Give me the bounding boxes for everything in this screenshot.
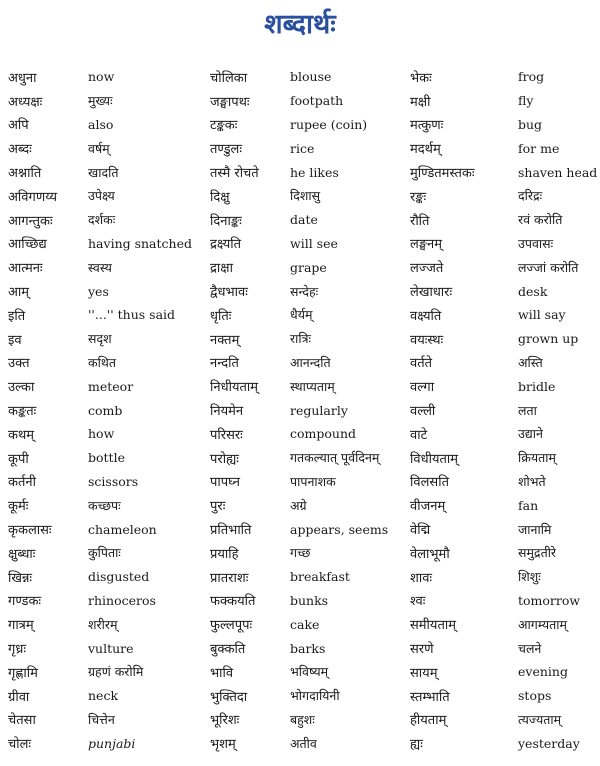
word-meaning: ग्रहणं करोमि (88, 664, 144, 680)
glossary-entry (8, 208, 192, 232)
sanskrit-word: शावः (410, 570, 433, 586)
sanskrit-word: तण्डुलः (210, 142, 242, 158)
glossary-entry (210, 470, 388, 494)
glossary-entry (210, 65, 388, 89)
sanskrit-word: मक्षी (410, 94, 431, 110)
word-meaning: regularly (290, 402, 348, 418)
word-meaning: दरिद्रः (518, 188, 543, 204)
word-meaning: समुद्रतीरे (518, 545, 557, 561)
word-meaning: अस्ति (518, 354, 543, 370)
sanskrit-word: अपि (8, 118, 29, 134)
glossary-entry (210, 612, 388, 636)
glossary-entry (410, 565, 597, 589)
word-meaning: he likes (290, 164, 339, 180)
word-meaning: breakfast (290, 569, 350, 585)
sanskrit-word: फक्कयति (210, 594, 256, 610)
sanskrit-word: कूपी (8, 451, 29, 467)
glossary-entry (410, 374, 597, 398)
word-meaning: दर्शकः (88, 212, 116, 228)
word-meaning: for me (518, 140, 560, 156)
sanskrit-word: इव (8, 332, 22, 348)
glossary-entry (8, 684, 192, 708)
glossary-entry (210, 708, 388, 732)
glossary-entry (210, 731, 388, 755)
sanskrit-word: अब्दः (8, 142, 32, 158)
glossary-entry (210, 446, 388, 470)
sanskrit-word: भृशम् (210, 737, 236, 753)
word-meaning: bug (518, 116, 543, 132)
sanskrit-word: उक्त (8, 356, 30, 372)
word-meaning: meteor (88, 378, 134, 394)
sanskrit-word: टङ्ककः (210, 118, 238, 134)
word-meaning: जानामि (518, 521, 552, 537)
glossary-entry (410, 612, 597, 636)
word-meaning: धैर्यम् (290, 307, 313, 323)
sanskrit-word: हीयताम् (410, 713, 447, 729)
sanskrit-word: वक्ष्यति (410, 308, 442, 324)
word-meaning: कुपिताः (88, 545, 121, 561)
glossary-entry (8, 493, 192, 517)
word-meaning: having snatched (88, 235, 192, 251)
glossary-entry (8, 422, 192, 446)
word-meaning: tomorrow (518, 592, 581, 608)
sanskrit-word: कङ्कतः (8, 404, 37, 420)
glossary-entry (8, 565, 192, 589)
glossary-entry (410, 160, 597, 184)
word-meaning: भोगदायिनी (290, 688, 340, 704)
word-meaning: शिशुः (518, 569, 541, 585)
word-meaning: bottle (88, 450, 125, 466)
glossary-entry (210, 517, 388, 541)
glossary-entry (210, 303, 388, 327)
sanskrit-word: भेकः (410, 70, 432, 86)
word-meaning: vulture (88, 640, 134, 656)
glossary-entry (410, 422, 597, 446)
glossary-entry (410, 136, 597, 160)
word-meaning: बहुशः (290, 711, 315, 727)
glossary-entry (410, 279, 597, 303)
glossary-entry (8, 517, 192, 541)
glossary-entry (410, 255, 597, 279)
sanskrit-word: वल्गा (410, 380, 435, 396)
sanskrit-word: रङ्कः (410, 189, 427, 205)
glossary-entry (8, 136, 192, 160)
word-meaning: how (88, 426, 115, 442)
glossary-entry (8, 374, 192, 398)
sanskrit-word: मत्कुणः (410, 118, 444, 134)
word-meaning: scissors (88, 473, 139, 489)
sanskrit-word: अश्नाति (8, 166, 42, 182)
glossary-entry (210, 136, 388, 160)
word-meaning: कथित (88, 354, 116, 370)
word-meaning: compound (290, 426, 357, 442)
sanskrit-word: श्वः (410, 594, 426, 610)
word-meaning: date (290, 212, 318, 228)
word-meaning: footpath (290, 93, 344, 109)
sanskrit-word: निधीयताम् (210, 380, 259, 396)
glossary-entry (410, 708, 597, 732)
sanskrit-word: विलसति (410, 475, 449, 491)
word-meaning: desk (518, 283, 548, 299)
glossary-entry (410, 470, 597, 494)
word-meaning: अतीव (290, 735, 317, 751)
word-meaning: blouse (290, 69, 332, 85)
glossary-entry (410, 398, 597, 422)
sanskrit-word: गृह्णामि (8, 665, 38, 681)
sanskrit-word: वर्तते (410, 356, 433, 372)
word-meaning: appears, seems (290, 521, 389, 537)
glossary-entry (8, 255, 192, 279)
sanskrit-word: चेतसा (8, 713, 36, 729)
sanskrit-word: प्रतिभाति (210, 523, 252, 539)
sanskrit-word: स्तम्भाति (410, 689, 450, 705)
glossary-entry (8, 160, 192, 184)
glossary-column-2 (210, 65, 388, 755)
word-meaning: उपेक्ष्य (88, 188, 115, 204)
sanskrit-word: सायम् (410, 665, 438, 681)
word-meaning: गच्छ (290, 545, 311, 561)
glossary-entry (410, 589, 597, 613)
glossary-entry (210, 255, 388, 279)
glossary-entry (410, 541, 597, 565)
sanskrit-word: द्राक्षा (210, 261, 233, 277)
glossary-entry (8, 589, 192, 613)
glossary-column-3 (410, 65, 597, 755)
sanskrit-word: दिनाङ्कः (210, 213, 242, 229)
word-meaning: will say (518, 307, 566, 323)
glossary-entry (410, 660, 597, 684)
word-meaning: उद्याने (518, 426, 543, 442)
word-meaning: रवं करोति (518, 212, 563, 228)
glossary-entry (8, 636, 192, 660)
glossary-entry (210, 589, 388, 613)
sanskrit-word: बुक्कति (210, 642, 246, 658)
glossary-entry (8, 351, 192, 375)
glossary-entry (210, 208, 388, 232)
word-meaning: bridle (518, 378, 556, 394)
sanskrit-word: प्रयाहि (210, 546, 239, 562)
word-meaning: सन्देहः (290, 283, 319, 299)
glossary-entry (410, 493, 597, 517)
sanskrit-word: नियमेन (210, 404, 244, 420)
glossary-entry (210, 636, 388, 660)
glossary-entry (210, 493, 388, 517)
sanskrit-word: वाटे (410, 427, 428, 443)
word-meaning: कच्छपः (88, 497, 121, 513)
word-meaning: त्यज्यताम् (518, 711, 562, 727)
sanskrit-word: लङ्घनम् (410, 237, 443, 253)
sanskrit-word: फुल्लपूपः (210, 618, 253, 634)
word-meaning: उपवासः (518, 235, 554, 251)
sanskrit-word: समीयताम् (410, 618, 457, 634)
glossary-entry (210, 160, 388, 184)
word-meaning: chameleon (88, 521, 157, 537)
word-meaning: evening (518, 664, 568, 680)
word-meaning: rupee (coin) (290, 116, 368, 132)
glossary-entry (210, 565, 388, 589)
word-meaning: खादति (88, 164, 119, 180)
word-meaning: yes (88, 283, 109, 299)
word-meaning: मुख्यः (88, 93, 113, 109)
word-meaning: आनन्दति (290, 354, 331, 370)
sanskrit-word: गण्डकः (8, 594, 42, 610)
glossary-entry (410, 446, 597, 470)
glossary-entry (8, 541, 192, 565)
sanskrit-word: परिसरः (210, 427, 243, 443)
glossary-entry (410, 327, 597, 351)
glossary-entry (410, 684, 597, 708)
word-meaning: shaven head (518, 164, 598, 180)
sanskrit-word: तस्मै रोचते (210, 166, 259, 182)
sanskrit-word: अविगणय्य (8, 189, 58, 205)
glossary-entry (8, 184, 192, 208)
word-meaning: also (88, 116, 114, 132)
glossary-entry (410, 65, 597, 89)
glossary-entry (210, 232, 388, 256)
sanskrit-word: भूरिशः (210, 713, 240, 729)
sanskrit-word: ग्रीवा (8, 689, 30, 705)
sanskrit-word: भावि (210, 665, 234, 681)
glossary-entry (8, 470, 192, 494)
word-meaning: आगम्यताम् (518, 616, 567, 632)
glossary-entry (210, 327, 388, 351)
word-meaning: सदृश (88, 331, 112, 347)
word-meaning: frog (518, 69, 545, 85)
word-meaning: comb (88, 402, 123, 418)
glossary-entry (8, 446, 192, 470)
glossary-entry (410, 636, 597, 660)
sanskrit-word: द्रक्ष्यति (210, 237, 242, 253)
sanskrit-word: चोलिका (210, 70, 248, 86)
glossary-column-1 (8, 65, 192, 755)
glossary-entry (8, 660, 192, 684)
sanskrit-word: वयःस्थः (410, 332, 444, 348)
sanskrit-word: कथम् (8, 427, 35, 443)
word-meaning: cake (290, 616, 320, 632)
glossary-entry (410, 113, 597, 137)
word-meaning: चित्तेन (88, 711, 115, 727)
word-meaning: शरीरम् (88, 616, 118, 632)
sanskrit-word: इति (8, 308, 26, 324)
word-meaning: अग्रे (290, 497, 307, 513)
glossary-entry (8, 731, 192, 755)
word-meaning: वर्षम् (88, 140, 110, 156)
sanskrit-word: वल्ली (410, 404, 436, 420)
sanskrit-word: अध्यक्षः (8, 94, 43, 110)
sanskrit-word: धृतिः (210, 308, 232, 324)
word-meaning: स्थाप्यताम् (290, 378, 335, 394)
sanskrit-word: नक्तम् (210, 332, 240, 348)
glossary-entry (210, 541, 388, 565)
sanskrit-word: पुरः (210, 499, 226, 515)
word-meaning: barks (290, 640, 326, 656)
sanskrit-word: मुण्डितमस्तकः (410, 166, 475, 182)
word-meaning: गतकल्यात् पूर्वदिनम् (290, 450, 380, 466)
word-meaning: भविष्यम् (290, 664, 329, 680)
sanskrit-word: विधीयताम् (410, 451, 459, 467)
word-meaning: punjabi (88, 735, 136, 751)
sanskrit-word: सरणे (410, 642, 434, 658)
word-meaning: neck (88, 688, 119, 704)
word-meaning: grown up (518, 331, 579, 347)
word-meaning: रात्रिः (290, 331, 312, 347)
sanskrit-word: गात्रम् (8, 618, 34, 634)
word-meaning: स्वस्य (88, 259, 112, 275)
sanskrit-word: वेलाभूमौ (410, 546, 450, 562)
sanskrit-word: वीजनम् (410, 499, 446, 515)
sanskrit-word: क्षुब्धाः (8, 546, 36, 562)
sanskrit-word: भुक्तिदा (210, 689, 248, 705)
word-meaning: now (88, 69, 115, 85)
sanskrit-word: मदर्थम् (410, 142, 441, 158)
glossary-entry (8, 708, 192, 732)
word-meaning: ''...'' thus said (88, 307, 176, 323)
glossary-entry (410, 517, 597, 541)
word-meaning: दिशासु (290, 188, 321, 204)
word-meaning: शोभते (518, 473, 546, 489)
glossary-entry (8, 327, 192, 351)
word-meaning: fly (518, 93, 534, 109)
glossary-entry (8, 232, 192, 256)
word-meaning: rice (290, 140, 315, 156)
glossary-entry (8, 279, 192, 303)
sanskrit-word: वेद्मि (410, 523, 431, 539)
sanskrit-word: कूर्मः (8, 499, 29, 515)
sanskrit-word: परोह्यः (210, 451, 239, 467)
glossary-entry (8, 113, 192, 137)
glossary-entry (410, 184, 597, 208)
glossary-entry (410, 351, 597, 375)
sanskrit-word: गृध्रः (8, 642, 26, 658)
glossary-entry (210, 184, 388, 208)
sanskrit-word: पापघ्न (210, 475, 240, 491)
sanskrit-word: चोलः (8, 737, 32, 753)
glossary-entry (210, 684, 388, 708)
glossary-entry (410, 731, 597, 755)
glossary-entry (210, 660, 388, 684)
word-meaning: क्रियताम् (518, 450, 556, 466)
glossary-entry (410, 89, 597, 113)
glossary-entry (210, 89, 388, 113)
word-meaning: disgusted (88, 569, 150, 585)
glossary-entry (8, 89, 192, 113)
glossary-entry (210, 422, 388, 446)
sanskrit-word: कृकलासः (8, 523, 52, 539)
word-meaning: grape (290, 259, 327, 275)
sanskrit-word: आम् (8, 285, 30, 301)
sanskrit-word: दिक्षु (210, 189, 230, 205)
glossary-entry (410, 208, 597, 232)
glossary-entry (8, 65, 192, 89)
glossary-entry (210, 113, 388, 137)
sanskrit-word: द्वैधभावः (210, 285, 248, 301)
glossary-entry (8, 303, 192, 327)
sanskrit-word: आत्मनः (8, 261, 43, 277)
page-title: शब्दार्थः (264, 9, 336, 40)
glossary-entry (210, 351, 388, 375)
sanskrit-word: जङ्घापथः (210, 94, 250, 110)
word-meaning: चलने (518, 640, 542, 656)
word-meaning: will see (290, 235, 338, 251)
sanskrit-word: नन्दति (210, 356, 239, 372)
glossary-entry (210, 374, 388, 398)
sanskrit-word: प्रातराशः (210, 570, 249, 586)
sanskrit-word: लेखाधारः (410, 285, 453, 301)
word-meaning: लता (518, 402, 537, 418)
word-meaning: पापनाशक (290, 473, 336, 489)
sanskrit-word: कर्तनी (8, 475, 36, 491)
word-meaning: fan (518, 497, 539, 513)
sanskrit-word: आच्छिद्य (8, 237, 47, 253)
word-meaning: yesterday (518, 735, 580, 751)
sanskrit-word: खिन्नः (8, 570, 33, 586)
word-meaning: लज्जां करोति (518, 259, 579, 275)
glossary-entry (210, 398, 388, 422)
word-meaning: rhinoceros (88, 592, 156, 608)
sanskrit-word: ह्यः (410, 737, 423, 753)
sanskrit-word: उल्का (8, 380, 35, 396)
glossary-entry (8, 612, 192, 636)
glossary-entry (210, 279, 388, 303)
sanskrit-word: आगन्तुकः (8, 213, 53, 229)
glossary-entry (410, 303, 597, 327)
word-meaning: bunks (290, 592, 329, 608)
sanskrit-word: अधुना (8, 70, 37, 86)
sanskrit-word: लज्जते (410, 261, 444, 277)
sanskrit-word: रौति (410, 213, 430, 229)
word-meaning: stops (518, 688, 552, 704)
glossary-entry (8, 398, 192, 422)
glossary-entry (410, 232, 597, 256)
